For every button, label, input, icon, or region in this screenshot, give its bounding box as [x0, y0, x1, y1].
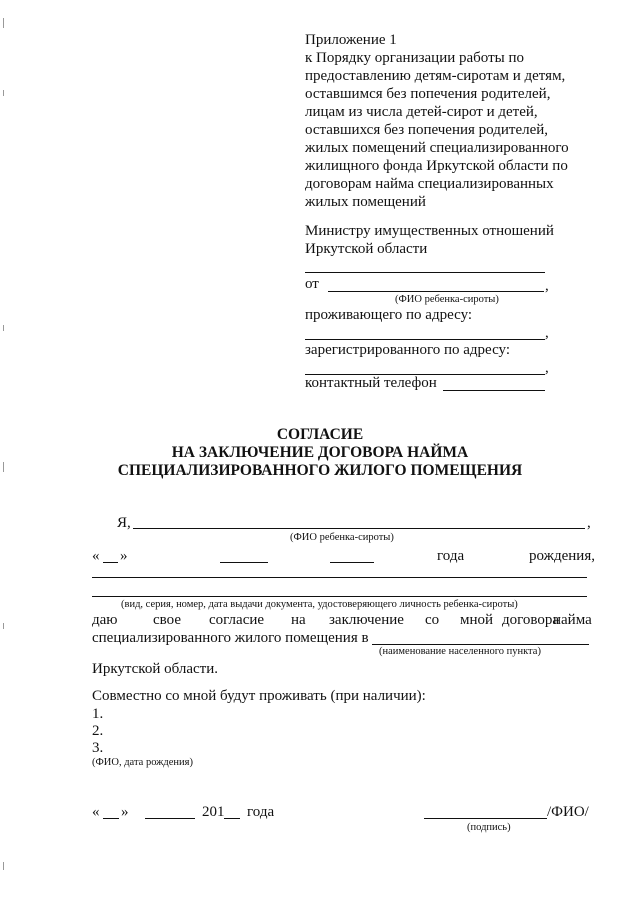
header-line: жилищного фонда Иркутской области по — [305, 158, 568, 174]
ya-label: Я, — [117, 515, 131, 531]
document-title: НА ЗАКЛЮЧЕНИЕ ДОГОВОРА НАЙМА — [171, 444, 469, 461]
consent-word: даю — [92, 612, 118, 628]
scan-mark — [3, 623, 4, 629]
fio-hint: (ФИО ребенка-сироты) — [290, 532, 394, 543]
locality-hint: (наименование населенного пункта) — [379, 646, 541, 657]
year-field[interactable] — [330, 562, 374, 563]
header-line: Приложение 1 — [305, 32, 397, 48]
header-line: лицам из числа детей-сирот и детей, — [305, 104, 538, 120]
day-field[interactable] — [103, 562, 118, 563]
document-field[interactable] — [92, 596, 587, 597]
consent-word: на — [291, 612, 306, 628]
birth-word: рождения, — [529, 548, 595, 564]
consent-word: мной — [460, 612, 494, 628]
locality-field[interactable] — [372, 644, 589, 645]
residing-label: проживающего по адресу: — [305, 307, 473, 323]
phone-field[interactable] — [443, 390, 545, 391]
consent-word: заключение — [329, 612, 404, 628]
scan-mark — [3, 90, 4, 96]
document-title: СПЕЦИАЛИЗИРОВАННОГО ЖИЛОГО ПОМЕЩЕНИЯ — [117, 462, 523, 479]
signature-field[interactable] — [424, 818, 547, 819]
header-line: договорам найма специализированных — [305, 176, 554, 192]
header-line: к Порядку организации работы по — [305, 50, 525, 66]
cohabitant-hint: (ФИО, дата рождения) — [92, 757, 194, 768]
cohabitant-item[interactable]: 2. — [92, 723, 104, 739]
quote-close: » — [120, 548, 128, 564]
year-prefix: 201 — [202, 804, 225, 820]
consent-word: согласие — [209, 612, 265, 628]
month-field[interactable] — [220, 562, 268, 563]
consent-word: договора — [502, 612, 560, 628]
header-line: предоставлению детям-сиротам и детям, — [305, 68, 566, 84]
cohabitant-item[interactable]: 1. — [92, 706, 104, 722]
applicant-fio-field[interactable] — [328, 291, 544, 292]
document-hint: (вид, серия, номер, дата выдачи документа, удостоверяющего личность ребенка-сироты) — [121, 599, 518, 610]
registered-label: зарегистрированного по адресу: — [305, 342, 510, 358]
consent-word: со — [425, 612, 440, 628]
consent-word: свое — [153, 612, 181, 628]
cohabit-label: Совместно со мной будут проживать (при наличии): — [92, 688, 426, 704]
consenter-fio-field[interactable] — [133, 528, 585, 529]
fio-label: /ФИО/ — [547, 804, 589, 820]
document-title: СОГЛАСИЕ — [276, 426, 364, 443]
header-line: жилых помещений специализированного — [305, 140, 569, 156]
scan-mark — [3, 18, 4, 28]
comma: , — [587, 515, 591, 531]
residence-address-field[interactable] — [305, 339, 545, 340]
quote-open: « — [92, 548, 100, 564]
from-label: от — [305, 276, 319, 292]
sign-day-field[interactable] — [103, 818, 119, 819]
sign-month-field[interactable] — [145, 818, 195, 819]
consent-word: найма — [553, 612, 592, 628]
comma: , — [545, 325, 549, 341]
document-field[interactable] — [92, 577, 587, 578]
header-line: оставшимся без попечения родителей, — [305, 86, 551, 102]
year-word: года — [247, 804, 275, 820]
fio-hint: (ФИО ребенка-сироты) — [395, 294, 499, 305]
region-text: Иркутской области. — [92, 661, 218, 677]
addressee-line: Министру имущественных отношений — [305, 223, 554, 239]
cohabitant-item[interactable]: 3. — [92, 740, 104, 756]
comma: , — [545, 360, 549, 376]
header-line: жилых помещений — [305, 194, 426, 210]
consent-line-2: специализированного жилого помещения в — [92, 630, 369, 646]
quote-open: « — [92, 804, 100, 820]
header-line: оставшихся без попечения родителей, — [305, 122, 549, 138]
scan-mark — [3, 862, 4, 870]
comma: , — [545, 278, 549, 294]
signature-hint: (подпись) — [467, 822, 511, 833]
sign-year-field[interactable] — [224, 818, 240, 819]
addressee-line: Иркутской области — [305, 241, 428, 257]
phone-label: контактный телефон — [305, 375, 437, 391]
blank-line[interactable] — [305, 272, 545, 273]
year-word: года — [437, 548, 465, 564]
quote-close: » — [121, 804, 129, 820]
scan-mark — [3, 325, 4, 331]
